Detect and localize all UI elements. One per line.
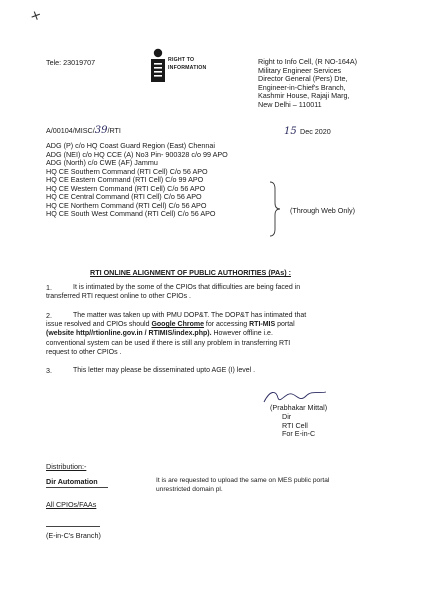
recipient-item: HQ CE Northern Command (RTI Cell) C/o 56 APO (46, 200, 207, 210)
dir-automation: Dir Automation (46, 477, 98, 486)
page-corner-mark: + (27, 6, 45, 26)
address-line: Director General (Pers) Dte, (258, 74, 348, 84)
signatory-rank: Dir (282, 411, 292, 421)
address-line: New Delhi – 110011 (258, 99, 322, 109)
recipient-list (46, 142, 228, 219)
signatory-cell: RTI Cell (282, 420, 308, 430)
para-1-line: transferred RTI request online to other CPIOs . (46, 293, 191, 301)
para-1-line: It is intimated by the some of the CPIOs that difficulties are being faced in (73, 284, 301, 291)
recipient-item: ADG (P) c/o HQ Coast Guard Region (East) Chennai (46, 141, 215, 150)
para-2-line-4: conventional system can be used if there is still any problem in transferring RTI (46, 339, 291, 347)
para-2-number: 2. (46, 311, 52, 320)
para-3: This letter may please be disseminated upto AGE (I) level . (73, 367, 256, 374)
signature-block (270, 404, 327, 439)
distribution-note-line: unrestricted domain pl. (156, 485, 223, 493)
distribution-heading: Distribution:- (46, 462, 87, 471)
recipient-brace (268, 181, 282, 237)
logo-line-1: RIGHT TO (168, 57, 195, 63)
letter-subject: RTI ONLINE ALIGNMENT OF PUBLIC AUTHORITIES (PAs) : (90, 268, 291, 277)
recipient-item: HQ CE Southern Command (RTI Cell) C/o 56 APO (46, 166, 208, 176)
para-2-text: portal (275, 321, 295, 329)
dir-automation-rule (46, 487, 108, 488)
para-2-text: issue resolved and CPIOs should (46, 321, 152, 329)
ref-suffix: /RTI (107, 126, 121, 135)
recipient-item: HQ CE Central Command (RTI Cell) C/o 56 APO (46, 192, 202, 201)
rti-emblem-icon (148, 48, 168, 84)
recipient-item: ADG (NEI) c/o HQ CCE (A) No3 Pin- 900328 c/o 99 APO (46, 149, 228, 159)
telephone-number: Tele: 23019707 (46, 58, 96, 67)
branch-rule (46, 526, 100, 527)
delivery-mode: (Through Web Only) (290, 206, 355, 215)
distribution-note (156, 477, 329, 494)
para-2-line-1: The matter was taken up with PMU DOP&T. The DOP&T has intimated that (73, 312, 307, 319)
address-line: Engineer-in-Chief's Branch, (258, 82, 346, 92)
recipient-item: ADG (North) c/o CWE (AF) Jammu (46, 158, 158, 167)
para-1-number: 1. (46, 283, 52, 292)
google-chrome-text: Google Chrome (151, 321, 204, 329)
address-line: Military Engineer Services (258, 65, 342, 75)
all-cpios-faas: All CPIOs/FAAs (46, 500, 97, 509)
recipient-item: HQ CE Eastern Command (RTI Cell) C/o 99 APO (46, 175, 204, 184)
para-2-line-2 (46, 320, 295, 329)
signatory-name: (Prabhakar Mittal) (270, 403, 328, 412)
para-2-line-3 (46, 329, 273, 338)
recipient-item: HQ CE South West Command (RTI Cell) C/o 56 APO (46, 209, 216, 218)
reference-number (46, 126, 121, 135)
recipient-item: HQ CE Western Command (RTI Cell) C/o 56 APO (46, 183, 206, 193)
rti-logo (148, 48, 207, 84)
rti-mis-text: RTI-MIS (249, 321, 276, 329)
para-2-text: However offline i.e. (211, 330, 273, 338)
office-address (258, 58, 357, 110)
signatory-for: For E-in-C (282, 429, 316, 439)
logo-line-2: INFORMATION (168, 65, 207, 71)
para-2-text: for accessing (203, 321, 250, 329)
para-3-number: 3. (46, 366, 52, 375)
branch-label: (E-in-C's Branch) (46, 531, 101, 540)
address-line: Kashmir House, Rajaji Marg, (258, 91, 350, 101)
distribution-note-line: It is are requested to upload the same on MES public portal (156, 477, 330, 484)
para-2-line-5: request to other CPIOs . (46, 348, 122, 356)
ref-handwritten-number: 39 (94, 125, 108, 136)
address-line: Right to Info Cell, (R NO-164A) (258, 57, 358, 66)
ref-prefix: A/00104/MISC/ (46, 126, 95, 135)
para-1 (73, 283, 386, 292)
date-handwritten-day: 15 (284, 126, 297, 137)
website-link-text: (website http//rtionline.gov.in / RTIMIS/index.php). (46, 330, 212, 338)
letter-date: Dec 2020 (300, 127, 331, 136)
para-1-cont (46, 292, 386, 301)
